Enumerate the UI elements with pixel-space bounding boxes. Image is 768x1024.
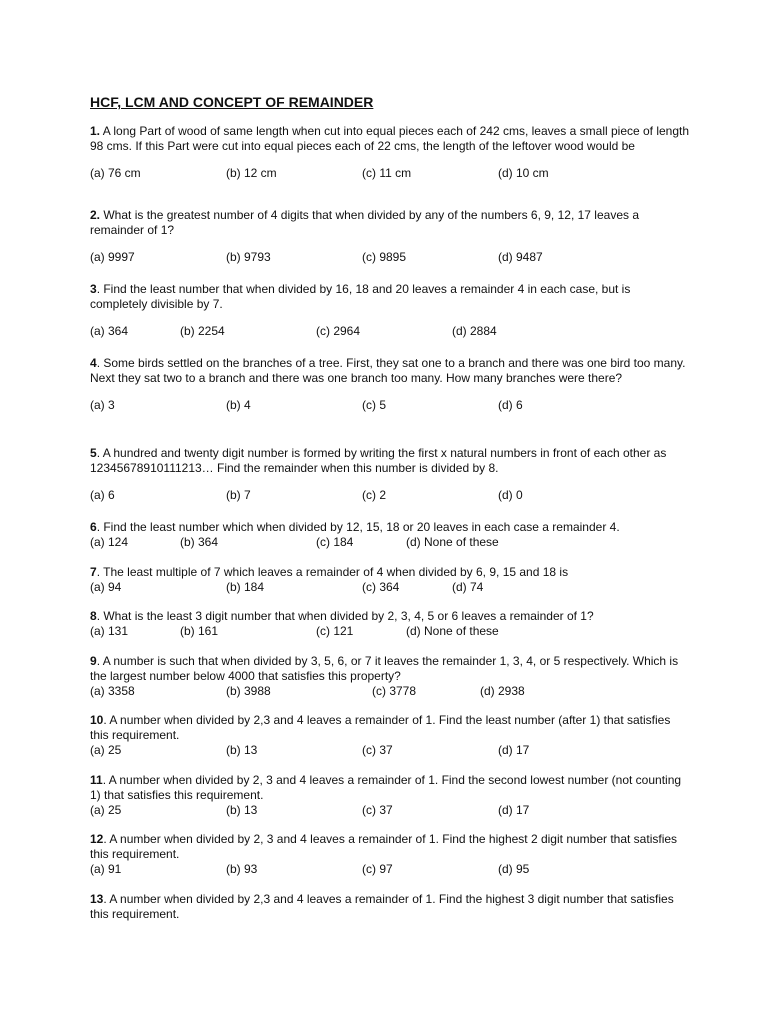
question-number: 5 <box>90 446 97 460</box>
answer-option: (c) 5 <box>362 398 386 412</box>
answer-option: (a) 25 <box>90 803 122 817</box>
question-item <box>90 124 690 181</box>
answer-options <box>90 166 690 181</box>
answer-options <box>90 580 690 595</box>
answer-option: (a) 364 <box>90 324 129 338</box>
answer-options <box>90 324 690 339</box>
answer-options <box>90 862 690 877</box>
answer-option: (d) 10 cm <box>498 166 549 180</box>
question-text <box>90 520 690 535</box>
answer-option: (b) 364 <box>180 535 219 549</box>
question-number: 7 <box>90 565 97 579</box>
question-item <box>90 208 690 265</box>
question-item <box>90 773 690 818</box>
answer-option: (b) 161 <box>180 624 219 638</box>
question-number: 10 <box>90 713 104 727</box>
question-body: . The least multiple of 7 which leaves a remainder of 4 when divided by 6, 9, 15 and 18 is <box>96 565 569 579</box>
answer-options <box>90 684 690 699</box>
question-text <box>90 609 690 624</box>
answer-option: (d) 2884 <box>452 324 497 338</box>
answer-option: (a) 25 <box>90 743 122 757</box>
question-item <box>90 609 690 639</box>
question-body: . Find the least number which when divided by 12, 15, 18 or 20 leaves in each case a remainder 4. <box>96 520 620 534</box>
answer-option: (b) 13 <box>226 743 258 757</box>
answer-option: (c) 9895 <box>362 250 407 264</box>
answer-option: (c) 184 <box>316 535 354 549</box>
question-number: 13 <box>90 892 104 906</box>
question-body: . A number when divided by 2, 3 and 4 leaves a remainder of 1. Find the second lowest number (not counting 1) that satisfies this requirement. <box>90 773 682 802</box>
answer-option: (a) 3358 <box>90 684 135 698</box>
question-body: . Some birds settled on the branches of a tree. First, they sat one to a branch and there was one bird too many. Next they sat two to a branch and there was one branch too many. How many branches were there? <box>90 356 686 385</box>
answer-options <box>90 803 690 818</box>
question-text <box>90 356 690 386</box>
question-number: 11 <box>90 773 103 787</box>
answer-option: (d) 6 <box>498 398 523 412</box>
question-body: . A number when divided by 2,3 and 4 leaves a remainder of 1. Find the least number (after 1) that satisfies this requirement. <box>90 713 671 742</box>
answer-options <box>90 488 690 503</box>
question-text <box>90 713 690 743</box>
answer-option: (b) 2254 <box>180 324 225 338</box>
answer-option: (c) 2964 <box>316 324 361 338</box>
question-number: 12 <box>90 832 104 846</box>
question-item <box>90 654 690 699</box>
question-text <box>90 124 690 154</box>
answer-option: (c) 364 <box>362 580 400 594</box>
answer-option: (d) 17 <box>498 743 530 757</box>
question-text <box>90 773 690 803</box>
question-item <box>90 356 690 413</box>
answer-option: (b) 9793 <box>226 250 271 264</box>
answer-option: (c) 11 cm <box>362 166 412 180</box>
answer-option: (c) 37 <box>362 803 393 817</box>
question-item <box>90 565 690 595</box>
question-number: 1. <box>90 124 101 138</box>
answer-option: (d) None of these <box>406 535 499 549</box>
answer-option: (b) 3988 <box>226 684 271 698</box>
question-number: 8 <box>90 609 97 623</box>
question-item <box>90 282 690 339</box>
answer-option: (b) 93 <box>226 862 258 876</box>
answer-option: (a) 94 <box>90 580 122 594</box>
answer-option: (c) 37 <box>362 743 393 757</box>
answer-option: (c) 2 <box>362 488 386 502</box>
question-body: . A hundred and twenty digit number is formed by writing the first x natural numbers in front of each other as 12345678910111213… Find the remainder when this number is divided by 8. <box>90 446 667 475</box>
answer-options <box>90 535 690 550</box>
question-item <box>90 832 690 877</box>
question-body: A long Part of wood of same length when cut into equal pieces each of 242 cms, leaves a small piece of length 98 cms. If this Part were cut into equal pieces each of 22 cms, the length of the leftover wood would be <box>90 124 690 153</box>
answer-option: (d) 74 <box>452 580 484 594</box>
answer-option: (a) 76 cm <box>90 166 141 180</box>
question-body: . A number when divided by 2,3 and 4 leaves a remainder of 1. Find the highest 3 digit number that satisfies this requirement. <box>90 892 674 921</box>
question-text <box>90 282 690 312</box>
question-number: 9 <box>90 654 97 668</box>
answer-options <box>90 250 690 265</box>
question-body: What is the greatest number of 4 digits that when divided by any of the numbers 6, 9, 12, 17 leaves a remainder of 1? <box>90 208 639 237</box>
answer-option: (d) 0 <box>498 488 523 502</box>
answer-option: (b) 12 cm <box>226 166 277 180</box>
answer-options <box>90 624 690 639</box>
answer-option: (c) 3778 <box>372 684 417 698</box>
answer-option: (d) 9487 <box>498 250 543 264</box>
question-item <box>90 892 690 922</box>
question-body: . Find the least number that when divided by 16, 18 and 20 leaves a remainder 4 in each case, but is completely divisible by 7. <box>90 282 631 311</box>
answer-option: (b) 4 <box>226 398 251 412</box>
question-body: . A number when divided by 2, 3 and 4 leaves a remainder of 1. Find the highest 2 digit number that satisfies this requirement. <box>90 832 678 861</box>
answer-option: (b) 7 <box>226 488 251 502</box>
question-text <box>90 832 690 862</box>
question-item <box>90 446 690 503</box>
question-body: . What is the least 3 digit number that when divided by 2, 3, 4, 5 or 6 leaves a remainder of 1? <box>96 609 594 623</box>
answer-option: (d) 95 <box>498 862 530 876</box>
question-text <box>90 892 690 922</box>
question-number: 2. <box>90 208 101 222</box>
answer-option: (d) 2938 <box>480 684 525 698</box>
answer-option: (a) 3 <box>90 398 115 412</box>
answer-option: (d) None of these <box>406 624 499 638</box>
answer-option: (a) 9997 <box>90 250 135 264</box>
question-item <box>90 520 690 550</box>
answer-option: (a) 131 <box>90 624 129 638</box>
answer-option: (a) 91 <box>90 862 122 876</box>
answer-option: (a) 6 <box>90 488 115 502</box>
question-number: 4 <box>90 356 97 370</box>
answer-options <box>90 743 690 758</box>
question-text <box>90 654 690 684</box>
question-text <box>90 446 690 476</box>
question-body: . A number is such that when divided by 3, 5, 6, or 7 it leaves the remainder 1, 3, 4, or 5 respectively. Which is the largest number below 4000 that satisfies this property? <box>90 654 679 683</box>
answer-option: (c) 121 <box>316 624 354 638</box>
question-text <box>90 565 690 580</box>
answer-option: (a) 124 <box>90 535 129 549</box>
answer-option: (c) 97 <box>362 862 393 876</box>
answer-option: (b) 184 <box>226 580 265 594</box>
question-number: 3 <box>90 282 97 296</box>
answer-options <box>90 398 690 413</box>
question-number: 6 <box>90 520 97 534</box>
question-text <box>90 208 690 238</box>
page-title: HCF, LCM AND CONCEPT OF REMAINDER <box>90 94 374 110</box>
answer-option: (b) 13 <box>226 803 258 817</box>
question-item <box>90 713 690 758</box>
answer-option: (d) 17 <box>498 803 530 817</box>
